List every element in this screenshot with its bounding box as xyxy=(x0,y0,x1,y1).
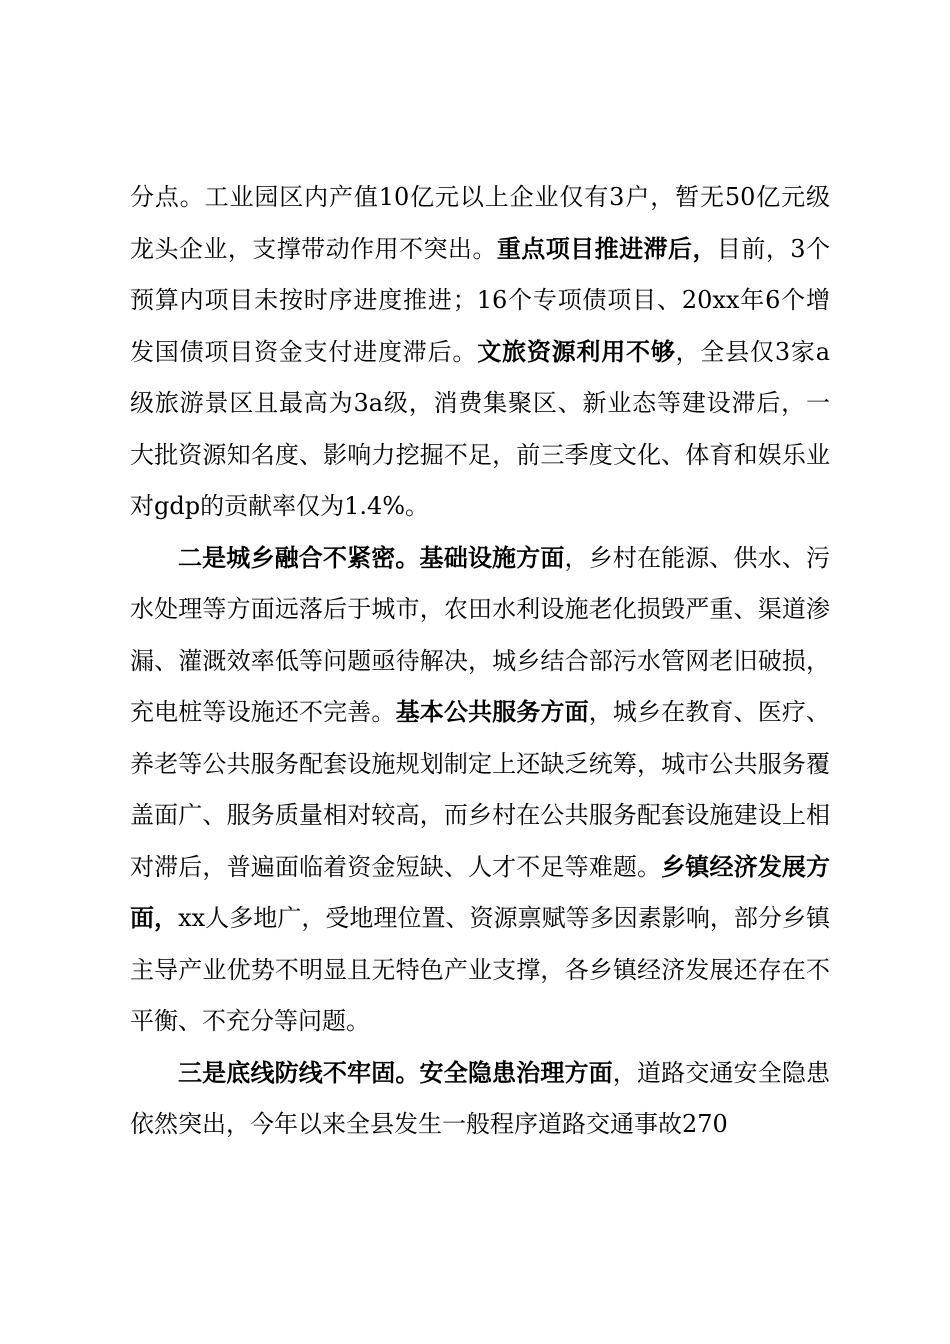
section-heading: 二是城乡融合不紧密。 xyxy=(178,543,420,572)
paragraph-3 xyxy=(130,1048,830,1151)
section-heading: 三是底线防线不牢固。 xyxy=(178,1058,420,1087)
document-body xyxy=(130,172,830,1151)
bold-heading-run: 安全隐患治理方面 xyxy=(419,1058,613,1087)
text-run: ，全县仅3家a级旅游景区且最高为3a级，消费集聚区、新业态等建设滞后，一大批资源知名度、影响力挖掘不足，前三季度文化、体育和娱乐业对gdp的贡献率仅为1.4%。 xyxy=(130,337,831,520)
bold-heading-run: 乡镇经济发展方面， xyxy=(130,852,831,932)
text-run: ，城乡在教育、医疗、养老等公共服务配套设施规划制定上还缺乏统筹，城市公共服务覆盖面广、服务质量相对较高，而乡村在公共服务配套设施建设上相对滞后，普遍面临着资金短缺、人才不足等难题。 xyxy=(130,698,831,881)
bold-heading-run: 基本公共服务方面 xyxy=(395,698,589,726)
text-run: xx人多地广，受地理位置、资源禀赋等多因素影响，部分乡镇主导产业优势不明显且无特色产业支撑，各乡镇经济发展还存在不平衡、不充分等问题。 xyxy=(130,904,831,1035)
text-run: 分点。工业园区内产值10亿元以上企业仅有3户，暂无50亿元级龙头企业，支撑带动作用不突出。 xyxy=(130,183,830,263)
bold-heading-run: 重点项目推进滞后， xyxy=(496,234,717,263)
bold-heading-run: 基础设施方面 xyxy=(419,543,565,572)
paragraph-1 xyxy=(130,172,830,533)
bold-heading-run: 文旅资源利用不够 xyxy=(477,337,676,366)
paragraph-2 xyxy=(130,533,830,1048)
text-run: ，乡村在能源、供水、污水处理等方面远落后于城市，农田水利设施老化损毁严重、渠道渗漏、灌溉效率低等问题亟待解决，城乡结合部污水管网老旧破损，充电桩等设施还不完善。 xyxy=(130,543,831,726)
text-run: 目前，3个预算内项目未按时序进度推进；16个专项债项目、20xx年6个增发国债项目资金支付进度滞后。 xyxy=(130,234,830,366)
text-run: ，道路交通安全隐患依然突出，今年以来全县发生一般程序道路交通事故270 xyxy=(130,1058,831,1138)
